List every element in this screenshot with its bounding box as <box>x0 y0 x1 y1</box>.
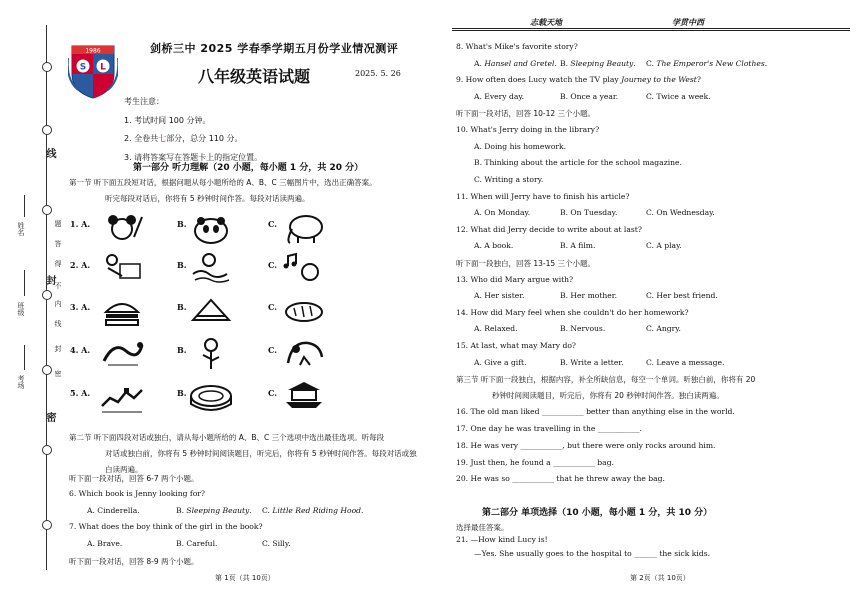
svg-text:1986: 1986 <box>85 47 101 55</box>
q6-option-b[interactable]: B. Sleeping Beauty. <box>176 506 252 515</box>
notes-item: 2. 全卷共七部分，总分 110 分。 <box>124 134 243 143</box>
q8-option-c[interactable]: C. The Emperor's New Clothes. <box>646 59 768 68</box>
question-12: 12. What did Jerry decide to write about at last? <box>456 225 642 234</box>
great-wall-icon[interactable] <box>98 376 146 414</box>
flower-icon[interactable] <box>187 333 235 371</box>
question-number[interactable]: 5. A. <box>70 388 91 398</box>
exam-notes <box>124 93 262 167</box>
drawing-icon[interactable] <box>98 248 146 286</box>
binding-hole <box>42 125 52 135</box>
q13-option-a[interactable]: A. Her sister. <box>474 291 525 300</box>
q14-option-c[interactable]: C. Angry. <box>646 324 681 333</box>
q13-option-b[interactable]: B. Her mother. <box>560 291 617 300</box>
question-number[interactable]: 3. A. <box>70 302 91 312</box>
bread-icon[interactable] <box>280 290 328 328</box>
question-15: 15. At last, what may Mary do? <box>456 341 576 350</box>
q13-option-c[interactable]: C. Her best friend. <box>646 291 718 300</box>
sec1-instruction: 听完每段对话后，你将有 5 秒钟时间作答。每段对话读两遍。 <box>105 194 310 203</box>
question-6: 6. Which book is Jenny looking for? <box>69 489 205 498</box>
temple-icon[interactable] <box>280 376 328 414</box>
page-footer: 第 2页（共 10页） <box>630 574 690 582</box>
fill-18[interactable]: 18. He was very ___________, but there were only rocks around him. <box>456 441 716 450</box>
seal-char: 密 <box>44 412 55 422</box>
q10-option-a[interactable]: A. Doing his homework. <box>474 142 567 151</box>
q7-option-c[interactable]: C. Silly. <box>262 539 291 548</box>
q9-option-b[interactable]: B. Once a year. <box>560 92 619 101</box>
q7-option-b[interactable]: B. Careful. <box>176 539 218 548</box>
option-letter[interactable]: B. <box>177 345 187 355</box>
q10-option-b[interactable]: B. Thinking about the article for the school magazine. <box>474 158 682 167</box>
binding-hole <box>42 290 52 300</box>
q11-option-a[interactable]: A. On Monday. <box>474 208 531 217</box>
sec1-instruction: 第一节 听下面五段短对话，根据问题从每小题所给的 A、B、C 三幅图片中，选出正确答案。 <box>69 178 377 187</box>
notes-item: 1. 考试时间 100 分钟。 <box>124 115 211 125</box>
exam-date: 2025. 5. 26 <box>355 69 401 78</box>
seal-char: 封 <box>54 345 62 352</box>
q15-option-b[interactable]: B. Write a letter. <box>560 358 624 367</box>
seal-char: 线 <box>54 320 62 327</box>
svg-text:L: L <box>100 62 106 73</box>
header-motto-left: 志载天地 <box>530 17 562 27</box>
q67-intro: 听下面一段对话，回答 6-7 两个小题。 <box>69 474 199 483</box>
option-letter[interactable]: C. <box>268 388 278 398</box>
sec3-instruction: 秒钟时间阅读题目，听完后，你将有 20 秒钟时间作答。独白读两遍。 <box>492 391 724 400</box>
fill-16[interactable]: 16. The old man liked ___________ better than anything else in the world. <box>456 407 735 416</box>
school-logo <box>68 40 118 100</box>
room-blank[interactable] <box>24 345 25 370</box>
option-letter[interactable]: B. <box>177 302 187 312</box>
question-14: 14. How did Mary feel when she couldn't do her homework? <box>456 308 689 317</box>
q8-option-a[interactable]: A. Hansel and Gretel. <box>474 59 557 68</box>
exam-subtitle: 八年级英语试题 <box>198 67 311 86</box>
notes-item: 3. 请将答案写在答题卡上的指定位置。 <box>124 152 263 162</box>
option-letter[interactable]: C. <box>268 345 278 355</box>
part2-instruction: 选择最佳答案。 <box>456 523 509 532</box>
q11-option-b[interactable]: B. On Tuesday. <box>560 208 618 217</box>
q15-option-c[interactable]: C. Leave a message. <box>646 358 725 367</box>
q11-option-c[interactable]: C. On Wednesday. <box>646 208 715 217</box>
question-9: 9. How often does Lucy watch the TV play Journey to the West? <box>456 75 701 84</box>
exam-title: 剑桥三中 2025 学春季学期五月份学业情况测评 <box>150 42 399 55</box>
dragon-icon[interactable] <box>98 333 146 371</box>
binding-hole <box>42 365 52 375</box>
q15-option-a[interactable]: A. Give a gift. <box>474 358 527 367</box>
seal-char: 不 <box>54 282 62 289</box>
elephant-icon[interactable] <box>280 207 328 245</box>
question-13: 13. Who did Mary argue with? <box>456 275 574 284</box>
binding-hole <box>42 62 52 72</box>
q8-option-b[interactable]: B. Sleeping Beauty. <box>560 59 636 68</box>
q1315-intro: 听下面一段独白，回答 13-15 三个小题。 <box>456 259 596 268</box>
question-11: 11. When will Jerry have to finish his article? <box>456 192 630 201</box>
q10-option-c[interactable]: C. Writing a story. <box>474 175 544 184</box>
header-rule <box>452 30 850 31</box>
fill-17[interactable]: 17. One day he was travelling in the ___________. <box>456 424 642 433</box>
question-number[interactable]: 1. A. <box>70 219 91 229</box>
class-blank[interactable] <box>24 270 25 296</box>
q89-intro: 听下面一段对话，回答 8-9 两个小题。 <box>69 557 199 566</box>
music-icon[interactable] <box>280 248 328 286</box>
seal-char: 题 <box>54 220 62 227</box>
question-21-line2: —Yes. She usually goes to the hospital to ______ the sick kids. <box>474 549 711 558</box>
option-letter[interactable]: C. <box>268 302 278 312</box>
option-letter[interactable]: B. <box>177 388 187 398</box>
q12-option-b[interactable]: B. A film. <box>560 241 596 250</box>
seal-char: 密 <box>54 370 62 377</box>
seal-char: 线 <box>44 148 55 158</box>
q12-option-c[interactable]: C. A play. <box>646 241 682 250</box>
q6-option-a[interactable]: A. Cinderella. <box>87 506 140 515</box>
option-letter[interactable]: C. <box>268 260 278 270</box>
room-label: 考场 <box>17 375 25 389</box>
lion-dance-icon[interactable] <box>280 333 328 371</box>
sec3-instruction: 第三节 听下面一段独白，根据内容，补全所缺信息，每空一个单词。听独白前，你将有 20 <box>456 375 756 384</box>
sec2-instruction: 第二节 听下面四段对话或独白，请从每小题所给的 A、B、C 三个选项中选出最佳选项。听每段 <box>69 433 385 442</box>
binding-hole <box>42 520 52 530</box>
seal-char: 内 <box>54 300 62 307</box>
swimming-icon[interactable] <box>187 248 235 286</box>
fill-19[interactable]: 19. Just then, he found a ___________ bag. <box>456 458 614 467</box>
q14-option-b[interactable]: B. Nervous. <box>560 324 606 333</box>
fill-20[interactable]: 20. He was so ___________ that he threw away the bag. <box>456 474 665 483</box>
q9-option-a[interactable]: A. Every day. <box>474 92 525 101</box>
q7-option-a[interactable]: A. Brave. <box>87 539 123 548</box>
seal-char: 得 <box>54 260 62 267</box>
question-8: 8. What's Mike's favorite story? <box>456 42 578 51</box>
name-blank[interactable] <box>24 195 25 217</box>
header-rule <box>452 28 850 29</box>
question-number[interactable]: 4. A. <box>70 345 91 355</box>
sec2-instruction: 白读两遍。 <box>105 465 143 474</box>
question-number[interactable]: 2. A. <box>70 260 91 270</box>
option-letter[interactable]: C. <box>268 219 278 229</box>
binding-hole <box>42 205 52 215</box>
svg-text:S: S <box>79 62 87 73</box>
binding-hole <box>42 445 52 455</box>
burger-icon[interactable] <box>98 290 146 328</box>
notes-heading: 考生注意： <box>124 97 164 106</box>
q12-option-a[interactable]: A. A book. <box>474 241 514 250</box>
stadium-icon[interactable] <box>187 376 235 414</box>
binding-margin <box>0 0 62 607</box>
option-letter[interactable]: B. <box>177 260 187 270</box>
seal-char: 封 <box>44 275 55 285</box>
q14-option-a[interactable]: A. Relaxed. <box>474 324 518 333</box>
part2-heading: 第二部分 单项选择（10 小题，每小题 1 分，共 10 分） <box>482 508 713 518</box>
panda-icon[interactable] <box>187 207 235 245</box>
koala-icon[interactable] <box>98 207 146 245</box>
q1012-intro: 听下面一段对话，回答 10-12 三个小题。 <box>456 109 596 118</box>
part1-heading: 第一部分 听力理解（20 小题，每小题 1 分，共 20 分） <box>133 163 364 173</box>
question-7: 7. What does the boy think of the girl in the book? <box>69 522 263 531</box>
question-21: 21. —How kind Lucy is! <box>456 535 548 544</box>
name-label: 姓名 <box>17 222 25 236</box>
page-footer: 第 1页（共 10页） <box>215 574 275 582</box>
class-label: 班级 <box>17 302 25 316</box>
q6-option-c[interactable]: C. Little Red Riding Hood. <box>262 506 364 515</box>
header-motto-right: 学贯中西 <box>672 17 704 27</box>
question-10: 10. What's Jerry doing in the library? <box>456 125 600 134</box>
q9-option-c[interactable]: C. Twice a week. <box>646 92 711 101</box>
sandwich-icon[interactable] <box>187 290 235 328</box>
sec2-instruction: 对话或独白前，你将有 5 秒钟时间阅读题目，听完后，你将有 5 秒钟时间作答。每段对话或独 <box>105 449 417 458</box>
seal-char: 答 <box>54 240 62 247</box>
option-letter[interactable]: B. <box>177 219 187 229</box>
